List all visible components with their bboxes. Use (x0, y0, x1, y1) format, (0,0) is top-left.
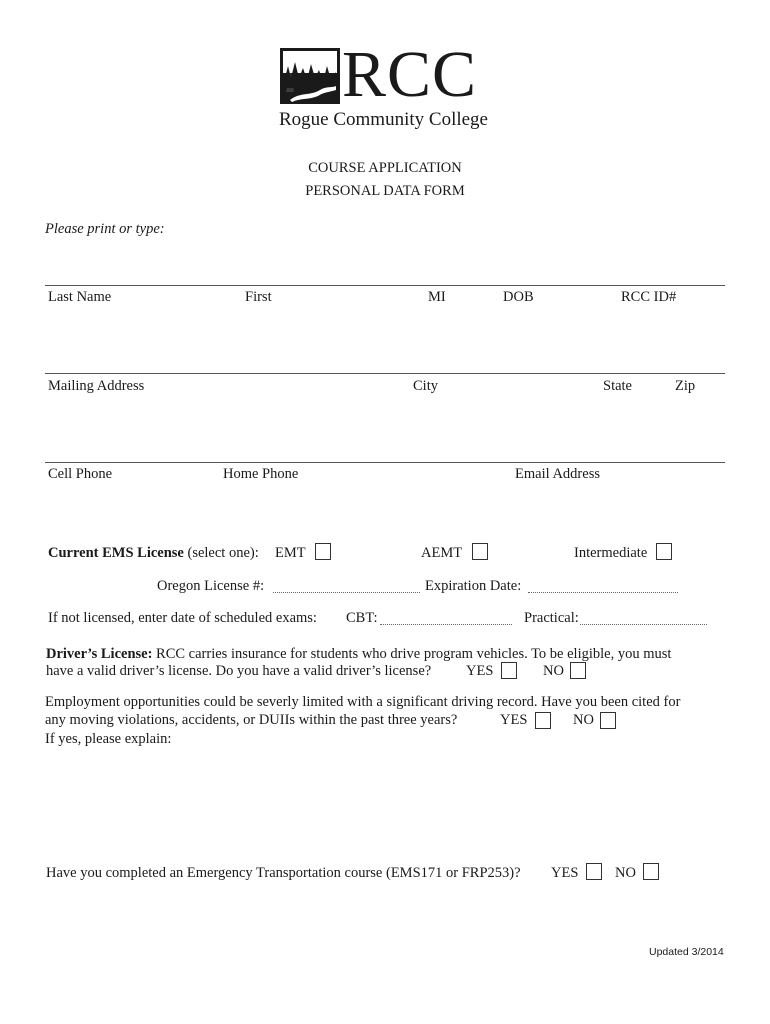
zip-label: Zip (675, 378, 696, 394)
aemt-label: AEMT (421, 545, 463, 561)
row2-rule (45, 373, 725, 374)
expiration-date-input[interactable] (528, 592, 678, 593)
drivers-license-text: RCC carries insurance for students who drive program vehicles. To be eligible, you must (152, 646, 672, 662)
employment-no-checkbox[interactable] (600, 712, 616, 729)
home-phone-label: Home Phone (223, 466, 299, 482)
updated-date: Updated 3/2014 (649, 946, 724, 958)
forest-river-logo-icon (280, 48, 340, 104)
emt-checkbox[interactable] (315, 543, 331, 560)
drivers-license-line2: have a valid driver’s license. Do you have a valid driver’s license? (46, 663, 432, 679)
employment-line1: Employment opportunities could be severly limited with a significant driving record. Have you been cited for (45, 694, 681, 710)
expiration-date-label: Expiration Date: (425, 578, 522, 594)
transport-question: Have you completed an Emergency Transportation course (EMS171 or FRP253)? (46, 865, 521, 881)
transport-yes-checkbox[interactable] (586, 863, 602, 880)
intermediate-label: Intermediate (574, 545, 648, 561)
cell-phone-label: Cell Phone (48, 466, 113, 482)
logo-rcc-text: RCC (342, 38, 478, 111)
emt-label: EMT (275, 545, 306, 561)
form-title-line1: COURSE APPLICATION (308, 160, 462, 176)
cbt-label: CBT: (346, 610, 378, 626)
cbt-date-input[interactable] (380, 624, 512, 625)
not-licensed-label: If not licensed, enter date of scheduled exams: (48, 610, 317, 626)
drivers-yes-label: YES (466, 663, 494, 679)
practical-label: Practical: (524, 610, 579, 626)
employment-no-label: NO (573, 712, 594, 728)
mi-label: MI (428, 289, 446, 305)
oregon-license-label: Oregon License #: (157, 578, 265, 594)
intermediate-checkbox[interactable] (656, 543, 672, 560)
instructions: Please print or type: (45, 221, 165, 237)
rcc-id-label: RCC ID# (621, 289, 677, 305)
college-name: Rogue Community College (279, 109, 488, 130)
aemt-checkbox[interactable] (472, 543, 488, 560)
city-label: City (413, 378, 438, 394)
dob-label: DOB (503, 289, 534, 305)
row3-rule (45, 462, 725, 463)
first-name-label: First (245, 289, 272, 305)
drivers-license-line1 (46, 646, 671, 663)
explain-label: If yes, please explain: (45, 731, 172, 747)
ems-license-label (48, 545, 259, 562)
state-label: State (603, 378, 632, 394)
row1-rule (45, 285, 725, 286)
transport-yes-label: YES (551, 865, 579, 881)
employment-yes-label: YES (500, 712, 528, 728)
drivers-no-label: NO (543, 663, 564, 679)
explain-text-area[interactable] (45, 752, 725, 852)
drivers-no-checkbox[interactable] (570, 662, 586, 679)
ems-license-bold: Current EMS License (48, 545, 184, 561)
drivers-yes-checkbox[interactable] (501, 662, 517, 679)
practical-date-input[interactable] (580, 624, 707, 625)
mailing-address-label: Mailing Address (48, 378, 145, 394)
transport-no-checkbox[interactable] (643, 863, 659, 880)
ems-select-one: (select one): (183, 545, 259, 561)
transport-no-label: NO (615, 865, 636, 881)
form-title-line2: PERSONAL DATA FORM (305, 183, 465, 199)
email-address-label: Email Address (515, 466, 600, 482)
drivers-license-bold: Driver’s License: (46, 646, 153, 662)
oregon-license-input[interactable] (273, 592, 420, 593)
employment-yes-checkbox[interactable] (535, 712, 551, 729)
last-name-label: Last Name (48, 289, 112, 305)
employment-line2: any moving violations, accidents, or DUIIs within the past three years? (45, 712, 458, 728)
